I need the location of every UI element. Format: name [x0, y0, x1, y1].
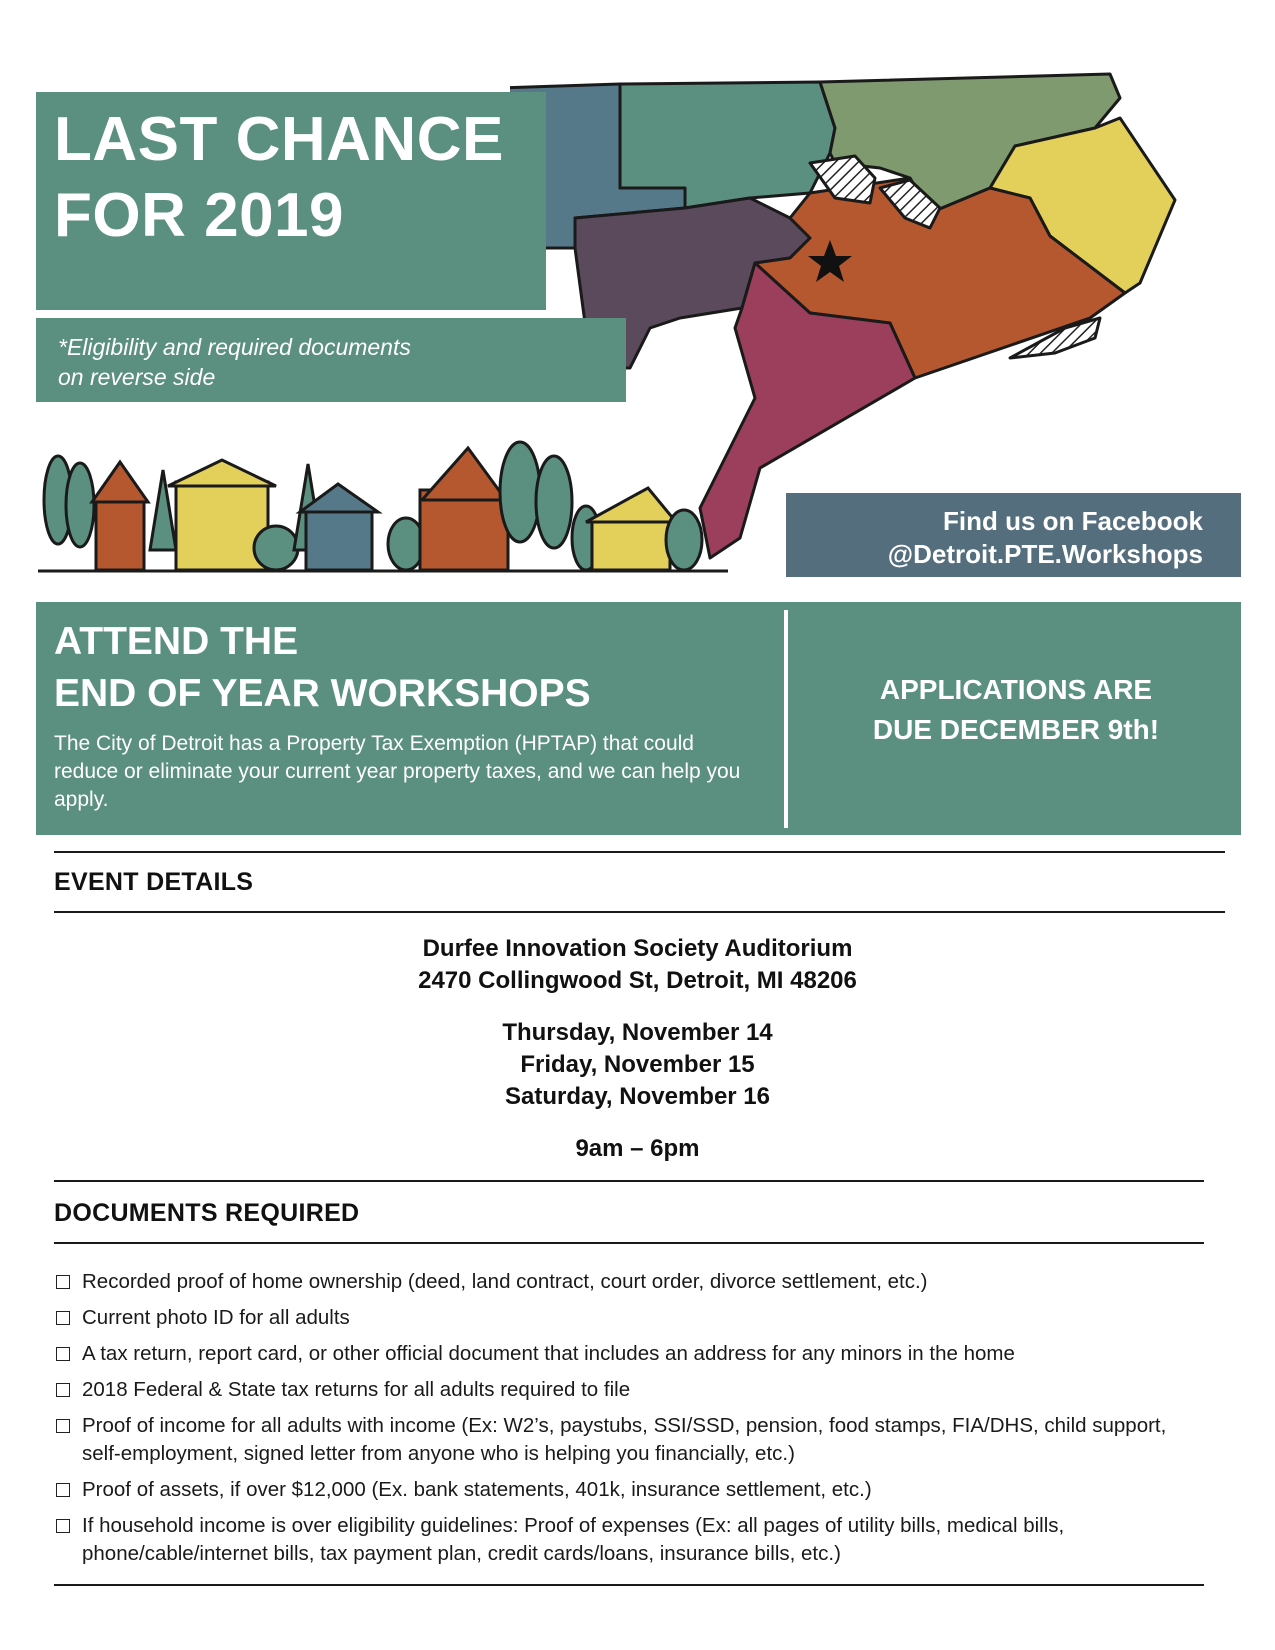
eligibility-note: *Eligibility and required documents on reverse side	[58, 334, 411, 390]
house-icon	[176, 482, 268, 570]
divider	[54, 1242, 1204, 1244]
documents-checklist	[54, 1268, 1194, 1576]
tree-icon	[666, 510, 702, 570]
tree-icon	[500, 442, 540, 542]
venue-name: Durfee Innovation Society Auditorium	[422, 935, 853, 962]
checkbox-icon[interactable]	[56, 1347, 70, 1361]
facebook-handle[interactable]: @Detroit.PTE.Workshops	[887, 539, 1203, 569]
workshop-description: The City of Detroit has a Property Tax Exemption (HPTAP) that could reduce or eliminate your current year property taxes, and we can help you apply.	[54, 732, 741, 811]
checkbox-icon[interactable]	[56, 1275, 70, 1289]
divider	[54, 851, 1225, 853]
checklist-item: Current photo ID for all adults	[54, 1304, 1194, 1332]
documents-heading: DOCUMENTS REQUIRED	[54, 1199, 360, 1227]
event-date: Friday, November 15	[520, 1051, 755, 1078]
eligibility-note-block	[36, 318, 626, 402]
checkbox-icon[interactable]	[56, 1519, 70, 1533]
facebook-label: Find us on Facebook	[942, 506, 1203, 536]
checklist-item: Proof of assets, if over $12,000 (Ex. bank statements, 401k, insurance settlement, etc.)	[54, 1476, 1194, 1504]
title-line-1: LAST CHANCE	[54, 105, 504, 174]
title-line-2: FOR 2019	[54, 181, 345, 250]
checkbox-icon[interactable]	[56, 1311, 70, 1325]
event-dates	[0, 1017, 1275, 1113]
tree-icon	[254, 526, 298, 570]
event-date: Saturday, November 16	[505, 1083, 770, 1110]
workshop-title: ATTEND THE END OF YEAR WORKSHOPS	[54, 620, 591, 715]
event-time: 9am – 6pm	[575, 1135, 700, 1162]
house-icon	[306, 510, 372, 570]
house-icon	[592, 520, 670, 570]
divider	[54, 1180, 1204, 1182]
checklist-item: A tax return, report card, or other official document that includes an address for any minors in the home	[54, 1340, 1194, 1368]
checkbox-icon[interactable]	[56, 1383, 70, 1397]
checklist-item: Proof of income for all adults with income (Ex: W2’s, paystubs, SSI/SSD, pension, food stamps, FIA/DHS, child support, self-employment, signed letter from anyone who is helping you financially, etc.)	[54, 1412, 1194, 1468]
divider	[54, 1584, 1204, 1586]
event-venue	[0, 933, 1275, 997]
checklist-item: Recorded proof of home ownership (deed, land contract, court order, divorce settlement, etc.)	[54, 1268, 1194, 1296]
hero-title-block	[36, 92, 546, 310]
house-icon	[420, 490, 508, 570]
hero-title	[54, 102, 504, 254]
checklist-item: If household income is over eligibility guidelines: Proof of expenses (Ex: all pages of utility bills, medical bills, phone/cable/internet bills, tax payment plan, credit cards/loans, insurance bills, etc.)	[54, 1512, 1194, 1568]
facebook-banner	[786, 493, 1241, 577]
workshop-banner	[36, 602, 1241, 835]
checklist-item: 2018 Federal & State tax returns for all adults required to file	[54, 1376, 1194, 1404]
due-date-notice: APPLICATIONS ARE DUE DECEMBER 9th!	[872, 674, 1160, 745]
neighborhood-illustration	[38, 440, 728, 580]
tree-icon	[150, 470, 176, 550]
checkbox-icon[interactable]	[56, 1419, 70, 1433]
checkbox-icon[interactable]	[56, 1483, 70, 1497]
tree-icon	[536, 456, 572, 548]
facebook-text	[888, 505, 1203, 571]
house-icon	[96, 500, 144, 570]
event-date: Thursday, November 14	[502, 1019, 773, 1046]
divider	[54, 911, 1225, 913]
divider	[784, 610, 788, 828]
event-details-heading: EVENT DETAILS	[54, 868, 254, 896]
venue-address: 2470 Collingwood St, Detroit, MI 48206	[418, 967, 857, 994]
tree-icon	[66, 463, 94, 547]
district-2	[620, 82, 835, 208]
